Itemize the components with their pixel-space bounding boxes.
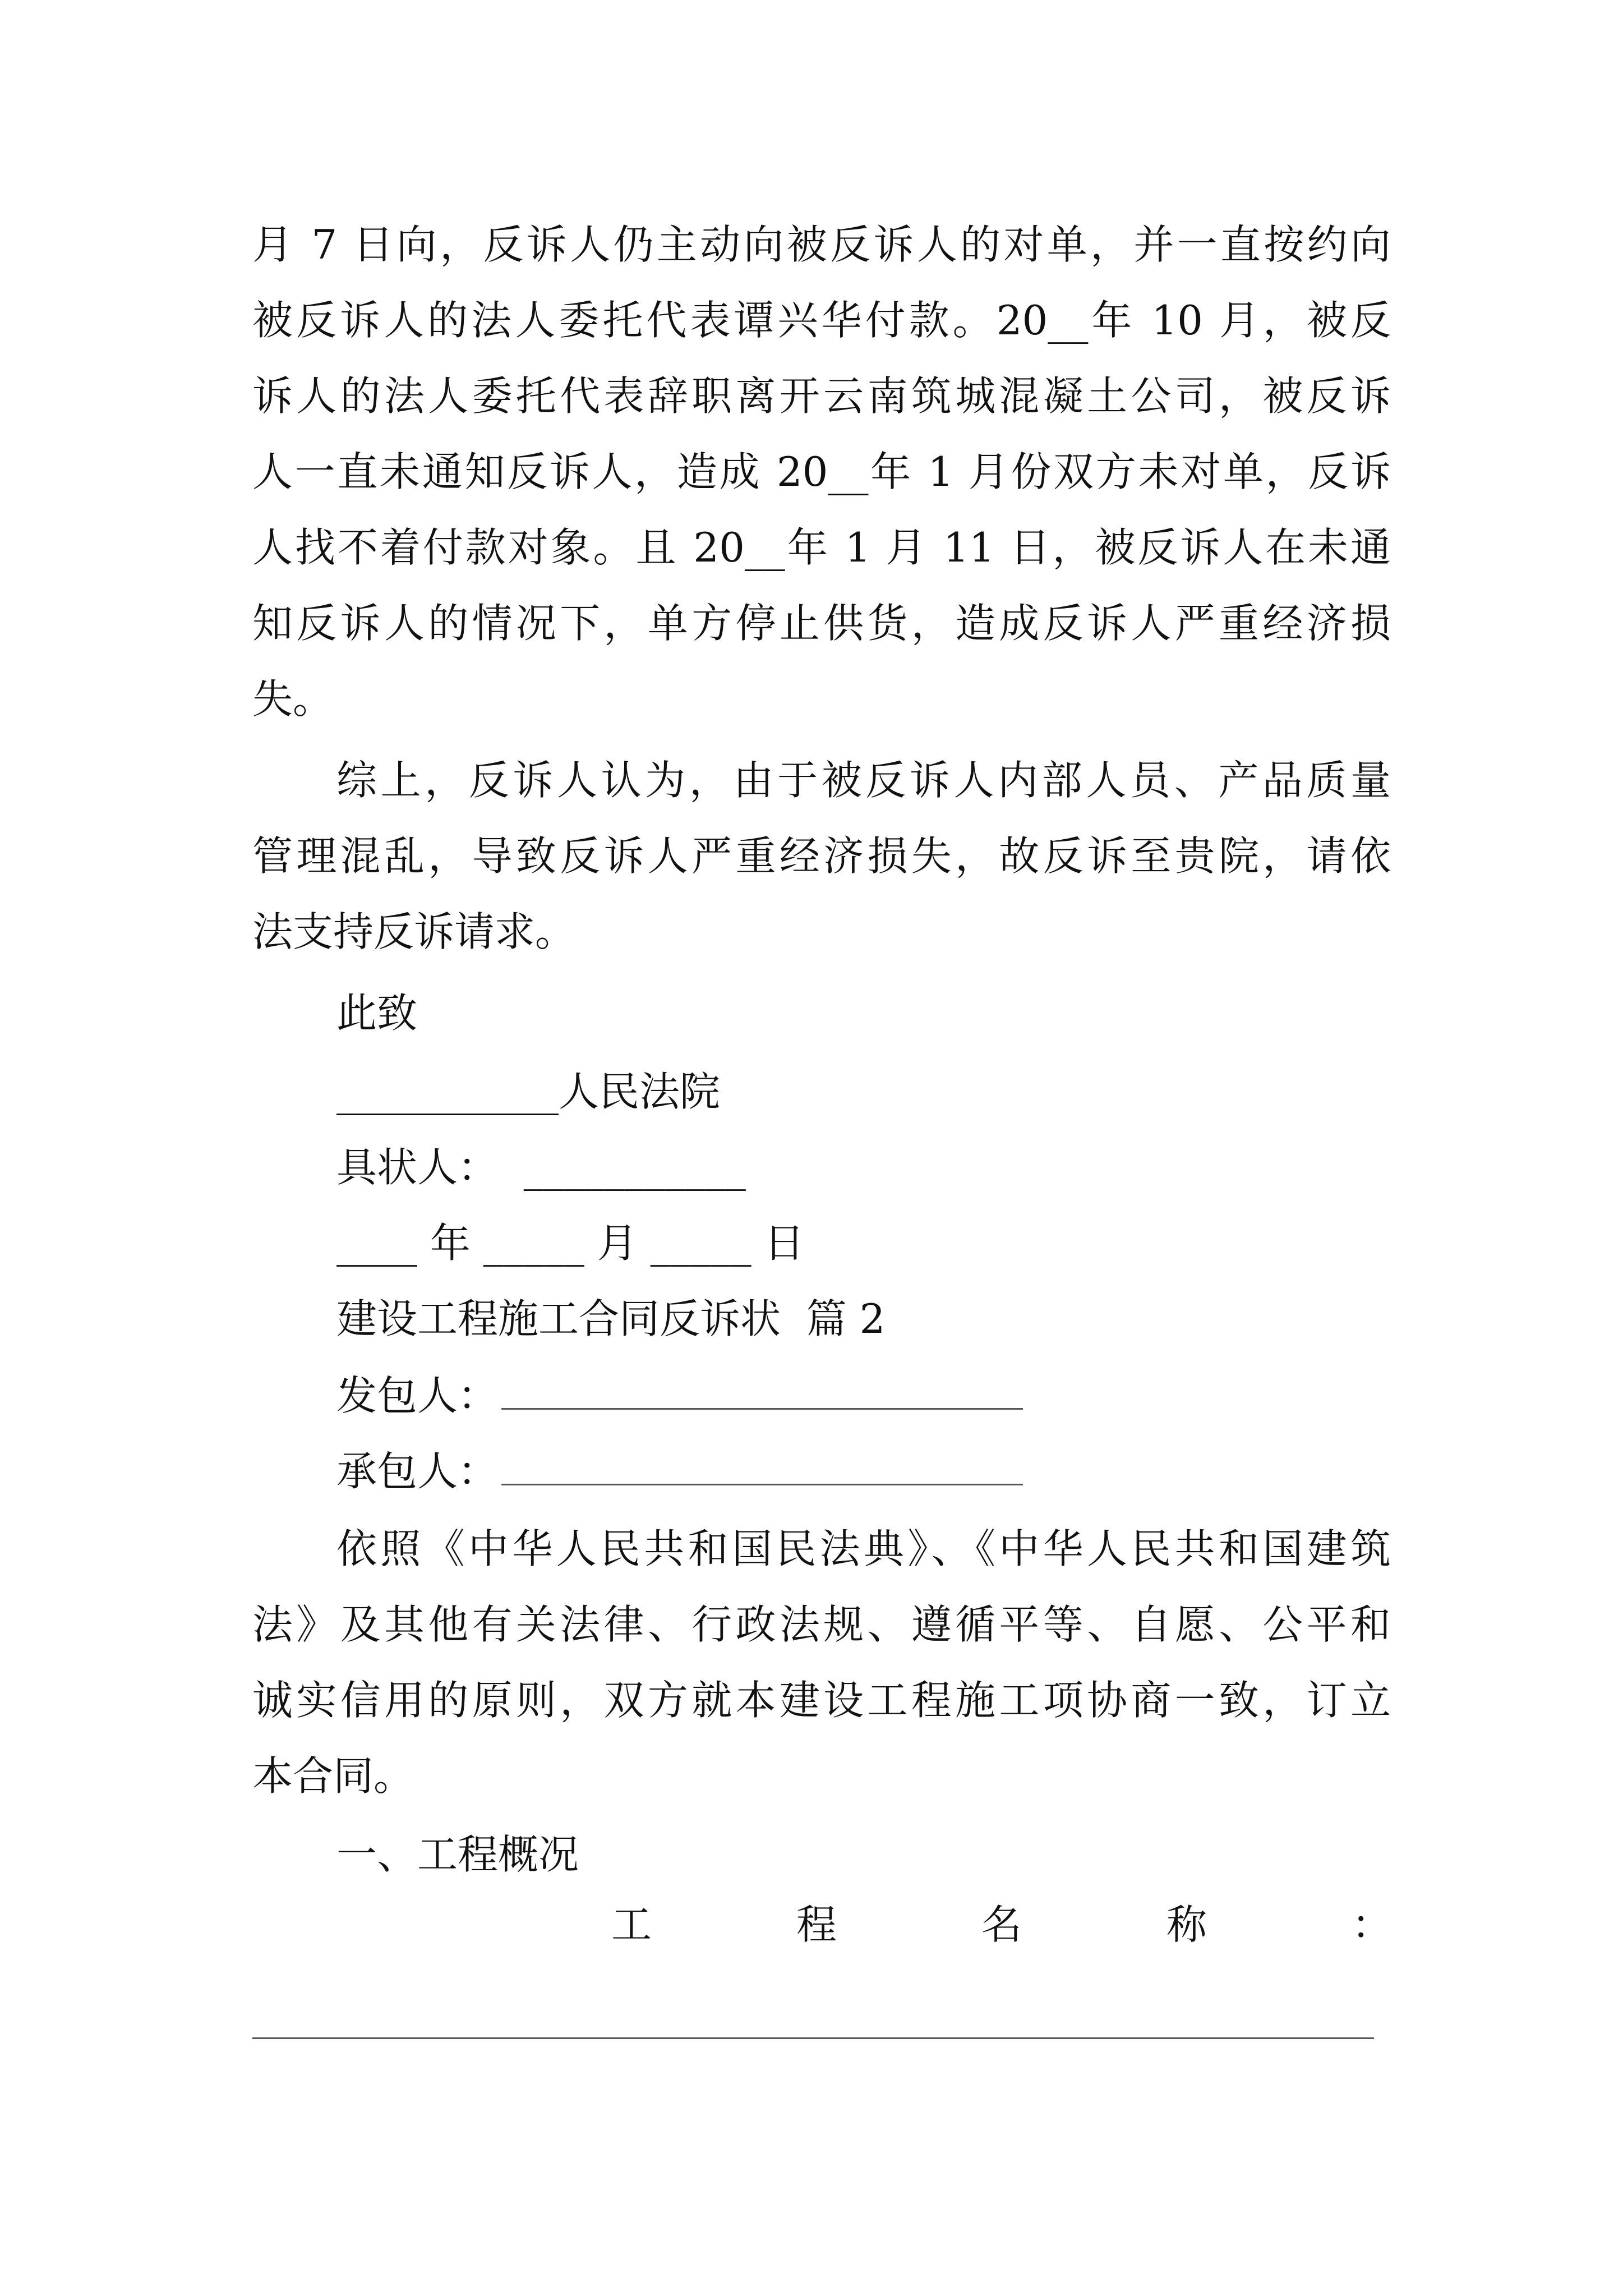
paragraph-line: 月 7 日向，反诉人仍主动向被反诉人的对单，并一直按约向 (252, 221, 1391, 268)
court-name: 人民法院 (559, 1068, 721, 1115)
date-line (336, 1220, 1475, 1267)
court-blank: ___________ (336, 1068, 559, 1115)
paragraph-line: 人一直未通知反诉人，造成 20__年 1 月份双方未对单，反诉 (252, 448, 1391, 495)
contractor-label: 承包人： (336, 1448, 499, 1495)
paragraph-line: 被反诉人的法人委托代表谭兴华付款。20__年 10 月，被反 (252, 297, 1391, 344)
contractor-blank (501, 1450, 1023, 1485)
paragraph-line: 本合同。 (252, 1752, 414, 1800)
project-name-row (252, 1901, 1393, 1955)
project-name-char: 名 (981, 1901, 1022, 1948)
paragraph-line: 人找不着付款对象。且 20__年 1 月 11 日，被反诉人在未通 (252, 524, 1391, 571)
year-label: 年 (430, 1220, 471, 1267)
paragraph-line: 法》及其他有关法律、行政法规、遵循平等、自愿、公平和 (252, 1601, 1391, 1648)
paragraph-line: 法支持反诉请求。 (252, 908, 576, 955)
project-name-char: ： (1352, 1901, 1393, 1948)
paragraph-line: 依照《中华人民共和国民法典》、《中华人民共和国建筑 (336, 1525, 1391, 1572)
plaintiff-line (336, 1144, 1475, 1191)
section-title: 建设工程施工合同反诉状 篇 2 (336, 1295, 886, 1342)
month-label: 月 (597, 1220, 638, 1267)
paragraph-line: 知反诉人的情况下，单方停止供货，造成反诉人严重经济损 (252, 600, 1391, 647)
contractor-line (336, 1448, 1475, 1495)
overview-heading: 一、工程概况 (336, 1831, 579, 1878)
paragraph-line: 失。 (252, 675, 334, 723)
project-name-char: 工 (611, 1901, 652, 1948)
project-name-char: 程 (796, 1901, 837, 1948)
project-name-char: 称 (1166, 1901, 1207, 1948)
plaintiff-blank: ___________ (523, 1144, 746, 1191)
salutation: 此致 (336, 990, 418, 1037)
plaintiff-label: 具状人： (336, 1144, 499, 1191)
day-label: 日 (764, 1220, 805, 1267)
issuer-label: 发包人： (336, 1372, 499, 1419)
project-name-underline (252, 2037, 1374, 2039)
day-blank: _____ (650, 1220, 751, 1267)
court-line (336, 1068, 1475, 1115)
month-blank: _____ (483, 1220, 584, 1267)
year-blank: ____ (336, 1220, 417, 1267)
paragraph-line: 综上，反诉人认为，由于被反诉人内部人员、产品质量 (336, 757, 1391, 804)
paragraph-line: 诚实信用的原则，双方就本建设工程施工项协商一致，订立 (252, 1677, 1391, 1724)
issuer-blank (501, 1374, 1023, 1410)
paragraph-line: 管理混乱，导致反诉人严重经济损失，故反诉至贵院，请依 (252, 832, 1391, 880)
issuer-line (336, 1372, 1475, 1419)
paragraph-line: 诉人的法人委托代表辞职离开云南筑城混凝土公司，被反诉 (252, 372, 1391, 420)
